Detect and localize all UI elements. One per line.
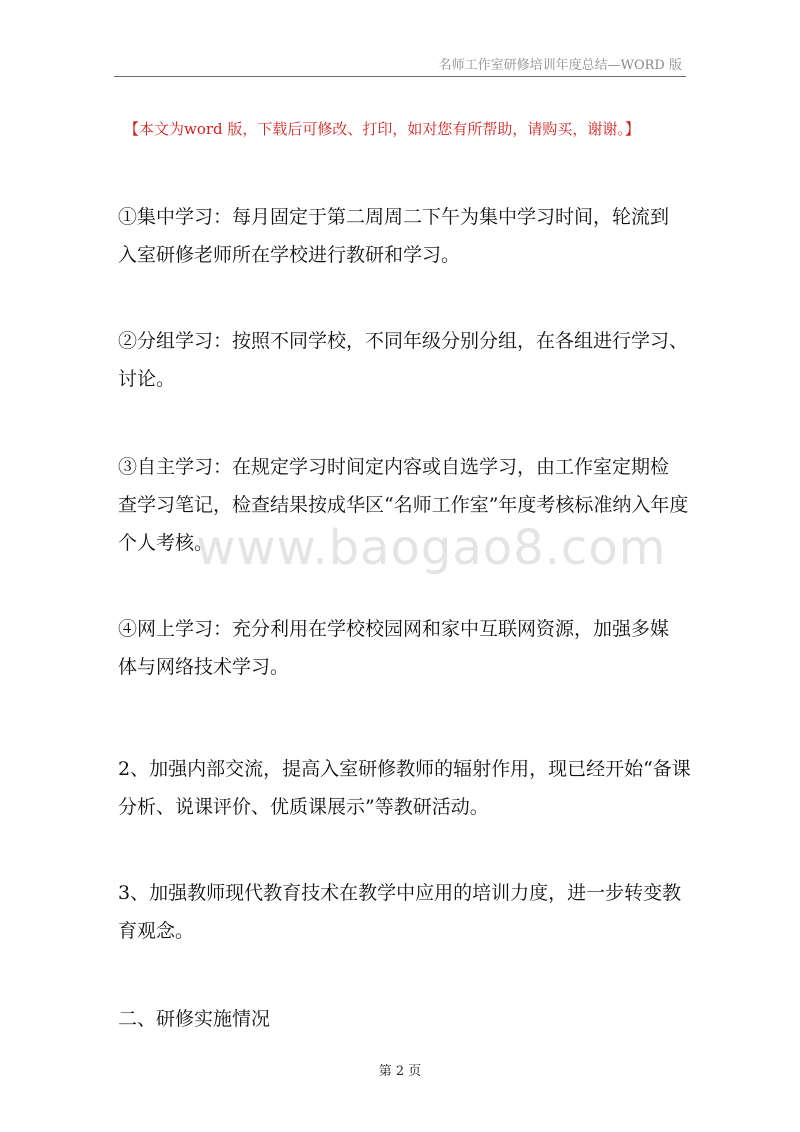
paragraph-line: ①集中学习：每月固定于第二周周二下午为集中学习时间，轮流到 — [118, 206, 670, 228]
paragraph-line: ③自主学习：在规定学习时间定内容或自选学习，由工作室定期检 — [118, 456, 670, 478]
running-header: 名师工作室研修培训年度总结—WORD 版 — [438, 58, 682, 73]
paragraph-line: 分析、说课评价、优质课展示”等教研活动。 — [118, 796, 489, 818]
paragraph-online-study — [118, 610, 698, 686]
page-number: 第 2 页 — [378, 1064, 422, 1079]
section-heading-implementation — [118, 1000, 698, 1038]
paragraph-line: 2、加强内部交流，提高入室研修教师的辐射作用，现已经开始“备课 — [118, 758, 691, 780]
paragraph-line: 入室研修老师所在学校进行教研和学习。 — [118, 244, 461, 266]
paragraph-line: 查学习笔记，检查结果按成华区“名师工作室”年度考核标准纳入年度 — [118, 494, 689, 516]
paragraph-internal-exchange — [118, 750, 698, 826]
paragraph-edu-technology — [118, 874, 698, 950]
paragraph-group-study — [118, 322, 698, 398]
paragraph-line: 体与网络技术学习。 — [118, 656, 290, 678]
paragraph-line: 个人考核。 — [118, 532, 214, 554]
paragraph-centralized-study — [118, 198, 698, 274]
paragraph-self-study — [118, 448, 698, 562]
paragraph-line: 讨论。 — [118, 368, 176, 390]
section-heading-text: 二、研修实施情况 — [118, 1008, 271, 1030]
paragraph-line: 3、加强教师现代教育技术在教学中应用的培训力度，进一步转变教 — [118, 882, 682, 904]
watermark-text: www.baogao8.com — [196, 520, 667, 576]
purchase-notice: 【本文为word 版，下载后可修改、打印，如对您有所帮助，请购买，谢谢。】 — [124, 120, 640, 138]
paragraph-line: ②分组学习：按照不同学校，不同年级分别分组，在各组进行学习、 — [118, 330, 689, 352]
paragraph-line: 育观念。 — [118, 920, 195, 942]
paragraph-line: ④网上学习：充分利用在学校校园网和家中互联网资源，加强多媒 — [118, 618, 670, 640]
header-divider — [114, 76, 686, 77]
